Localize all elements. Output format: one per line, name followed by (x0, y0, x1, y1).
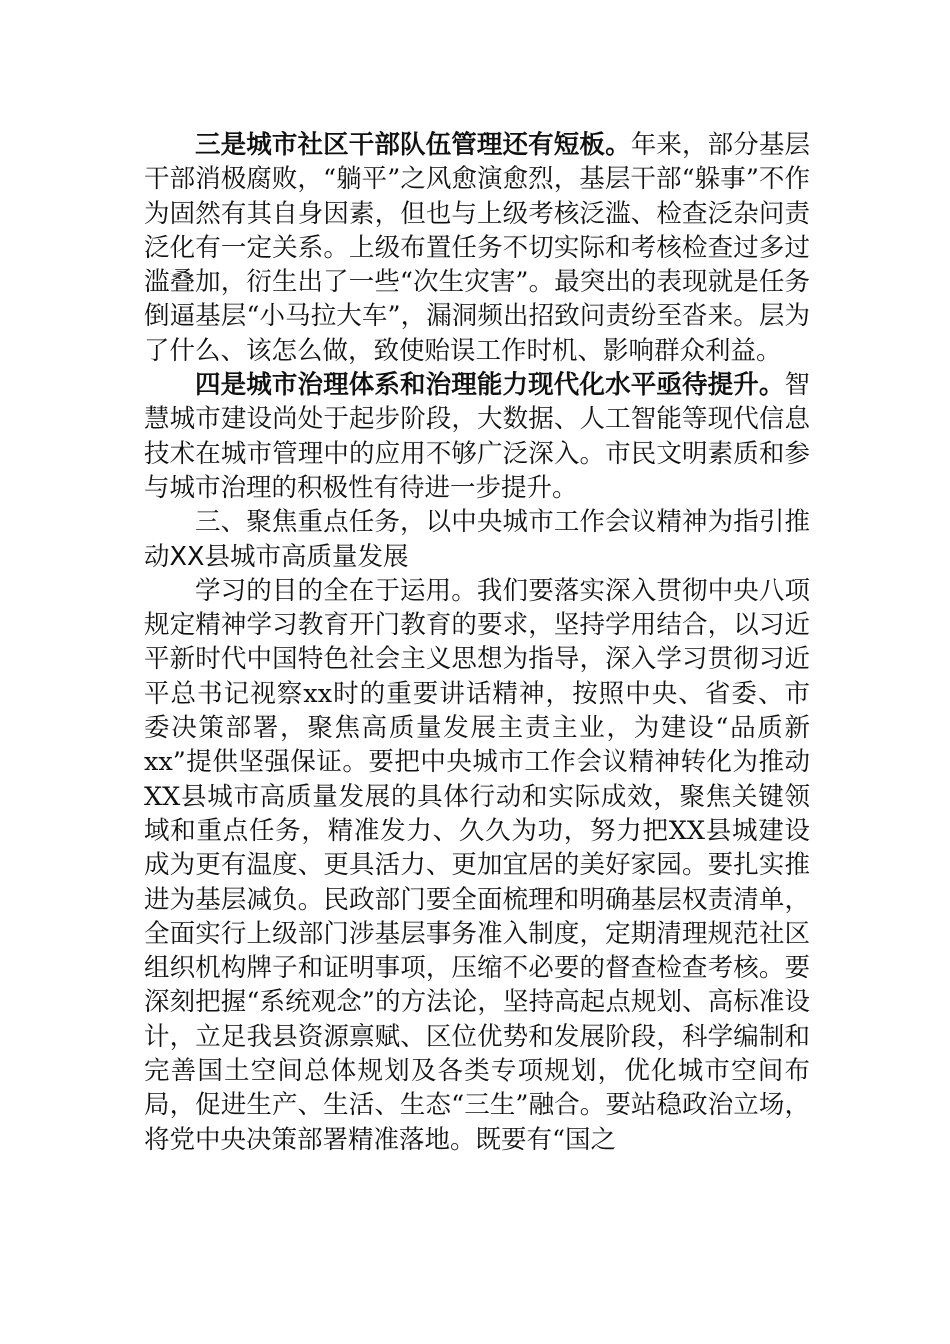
paragraph-governance-modernization (144, 368, 810, 505)
paragraph-lead-bold: 四是城市治理体系和治理能力现代化水平亟待提升。 (195, 370, 785, 401)
section-heading: 三、聚焦重点任务，以中央城市工作会议精神为指引推动XX县城市高质量发展 (144, 507, 810, 572)
document-page (144, 128, 810, 1157)
paragraph-body: 年来，部分基层干部消极腐败，“躺平”之风愈演愈烈，基层干部“躲事”不作为固然有其自身因素，但也与上级考核泛滥、检查泛杂问责泛化有一定关系。上级布置任务不切实际和考核检查过多过滥叠加，衍生出了一些“次生灾害”。最突出的表现就是任务倒逼基层“小马拉大车”，漏洞频出招致问责纷至沓来。层为了什么、该怎么做，致使贻误工作时机、影响群众利益。 (144, 130, 810, 366)
paragraph-key-tasks: 学习的目的全在于运用。我们要落实深入贯彻中央八项规定精神学习教育开门教育的要求，坚持学用结合，以习近平新时代中国特色社会主义思想为指导，深入学习贯彻习近平总书记视察xx时的重要讲话精神，按照中央、省委、市委决策部署，聚焦高质量发展主责主业，为建设“品质新xx”提供坚强保证。要把中央城市工作会议精神转化为推动XX县城市高质量发展的具体行动和实际成效，聚焦关键领域和重点任务，精准发力、久久为功，努力把XX县城建设成为更有温度、更具活力、更加宜居的美好家园。要扎实推进为基层减负。民政部门要全面梳理和明确基层权责清单，全面实行上级部门涉基层事务准入制度，定期清理规范社区组织机构牌子和证明事项，压缩不必要的督查检查考核。要深刻把握“系统观念”的方法论，坚持高起点规划、高标准设计，立足我县资源禀赋、区位优势和发展阶段，科学编制和完善国土空间总体规划及各类专项规划，优化城市空间布局，促进生产、生活、生态“三生”融合。要站稳政治立场，将党中央决策部署精准落地。既要有“国之 (144, 575, 810, 1155)
paragraph-lead-bold: 三是城市社区干部队伍管理还有短板。 (195, 130, 631, 160)
paragraph-cadre-management (144, 128, 810, 368)
paragraph-body: 智慧城市建设尚处于起步阶段，大数据、人工智能等现代信息技术在城市管理中的应用不够广泛深入。市民文明素质和参与城市治理的积极性有待进一步提升。 (144, 370, 810, 503)
